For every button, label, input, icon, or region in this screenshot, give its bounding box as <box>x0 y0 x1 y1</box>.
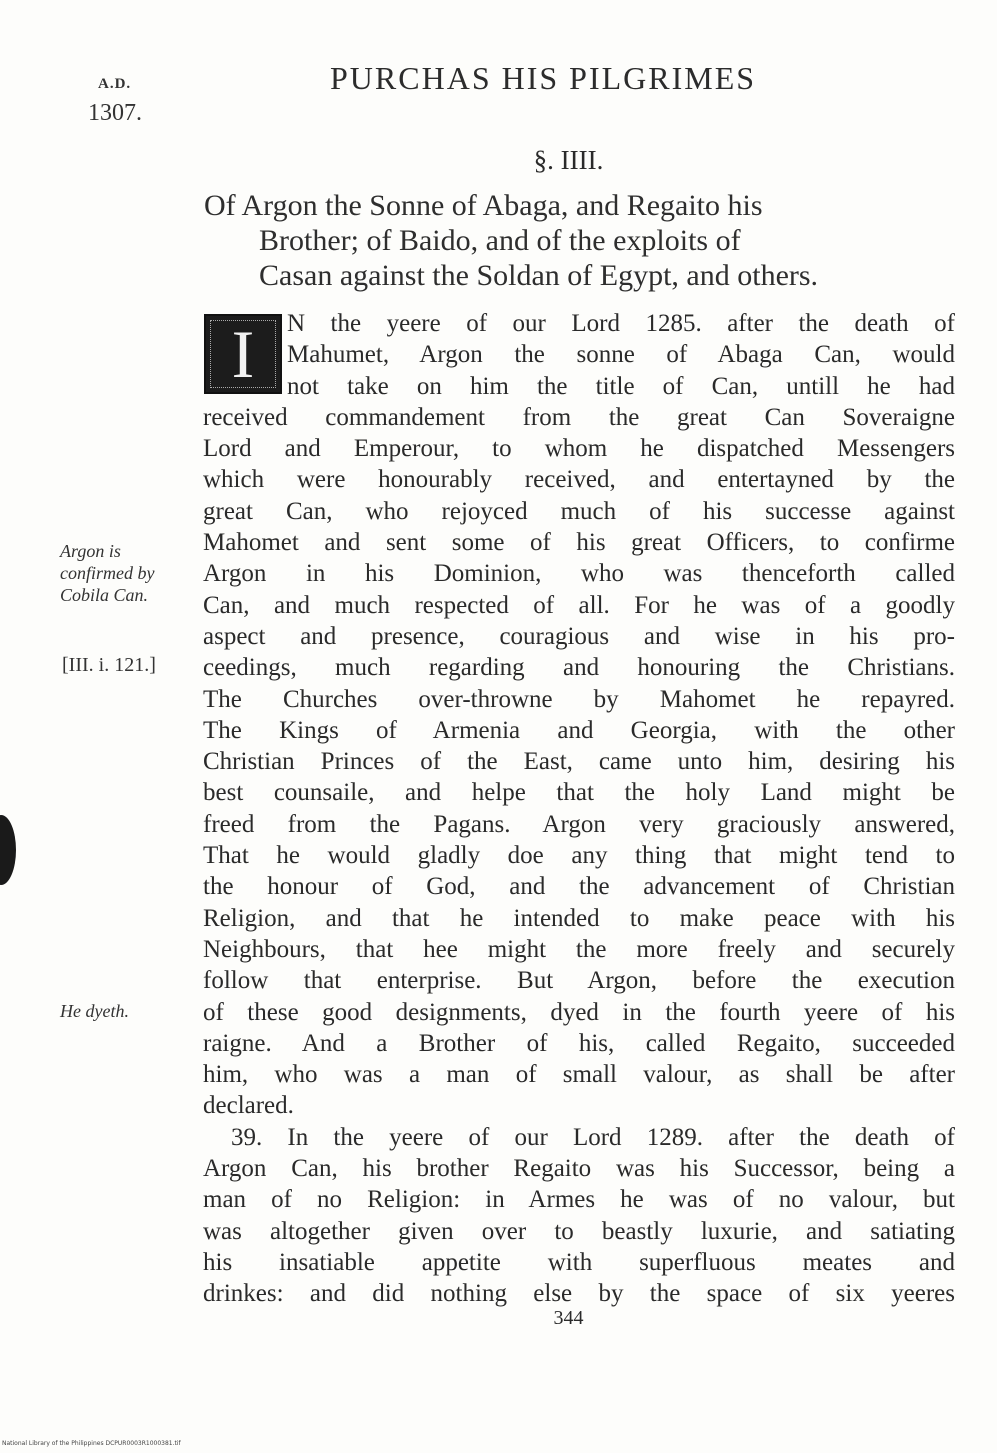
text-line: freed from the Pagans. Argon very graciously answered, <box>203 810 955 838</box>
edge-blot <box>0 815 16 885</box>
text-line: received commandement from the great Can Soveraigne <box>203 403 955 431</box>
text-line: 39. In the yeere of our Lord 1289. after the death of <box>231 1123 955 1151</box>
text-line: drinkes: and did nothing else by the space of six yeeres <box>203 1280 955 1308</box>
margin-note-dyeth: He dyeth. <box>60 1001 129 1021</box>
margin-note-line: Cobila Can. <box>60 585 149 605</box>
text-line: Lord and Emperour, to whom he dispatched Messengers <box>203 435 955 463</box>
text-line: aspect and presence, couragious and wise in his pro- <box>203 622 955 650</box>
margin-note-confirmed <box>60 540 154 606</box>
text-line: his insatiable appetite with superfluous meates and <box>203 1248 955 1276</box>
text-line: Christian Princes of the East, came unto him, desiring his <box>203 748 955 776</box>
text-line: raigne. And a Brother of his, called Regaito, succeeded <box>203 1029 955 1057</box>
drop-cap-letter: I <box>231 316 255 392</box>
section-number: §. IIII. <box>533 145 604 175</box>
running-head: PURCHAS HIS PILGRIMES <box>330 60 757 96</box>
text-line: ceedings, much regarding and honouring the Christians. <box>203 654 955 682</box>
text-line: him, who was a man of small valour, as shall be after <box>203 1061 955 1089</box>
text-line: Mahomet and sent some of his great Officers, to confirme <box>203 529 955 557</box>
text-line: man of no Religion: in Armes he was of no valour, but <box>203 1186 955 1214</box>
body-text <box>203 308 955 1310</box>
page-number: 344 <box>553 1307 584 1329</box>
text-line: not take on him the title of Can, untill he had <box>287 372 955 400</box>
text-line: Neighbours, that hee might the more freely and securely <box>203 935 955 963</box>
margin-note-line: Argon is <box>60 541 121 561</box>
footer-credit: National Library of the Philippines DCPUR0003R1000381.tif <box>2 1440 181 1447</box>
text-line: was altogether given over to beastly luxurie, and satiating <box>203 1217 955 1245</box>
margin-reference: [III. i. 121.] <box>62 654 156 676</box>
heading-line: Of Argon the Sonne of Abaga, and Regaito his <box>204 189 763 222</box>
text-line: declared. <box>203 1092 294 1120</box>
text-line: Argon in his Dominion, who was thenceforth called <box>203 560 955 588</box>
year-label: A.D. <box>98 76 132 92</box>
section-heading <box>204 188 964 293</box>
text-line: The Kings of Armenia and Georgia, with the other <box>203 716 955 744</box>
margin-note-line: confirmed by <box>60 563 155 583</box>
text-line: Mahumet, Argon the sonne of Abaga Can, would <box>287 341 955 369</box>
text-line: which were honourably received, and entertayned by the <box>203 466 955 494</box>
heading-line: Casan against the Soldan of Egypt, and others. <box>259 259 819 292</box>
text-line: the honour of God, and the advancement of Christian <box>203 873 955 901</box>
text-line: great Can, who rejoyced much of his successe against <box>203 497 955 525</box>
year-value: 1307. <box>88 100 142 126</box>
text-line: Argon Can, his brother Regaito was his Successor, being a <box>203 1155 955 1183</box>
text-line: The Churches over-throwne by Mahomet he repayred. <box>203 685 955 713</box>
text-line: N the yeere of our Lord 1285. after the death of <box>287 310 955 337</box>
text-line: best counsaile, and helpe that the holy Land might be <box>203 779 955 807</box>
text-line: Can, and much respected of all. For he was of a goodly <box>203 591 955 619</box>
text-line: follow that enterprise. But Argon, before the execution <box>203 967 955 995</box>
text-line: of these good designments, dyed in the fourth yeere of his <box>203 998 955 1026</box>
text-line: Religion, and that he intended to make peace with his <box>203 904 955 932</box>
heading-line: Brother; of Baido, and of the exploits of <box>259 224 741 257</box>
text-line: That he would gladly doe any thing that might tend to <box>203 842 955 870</box>
